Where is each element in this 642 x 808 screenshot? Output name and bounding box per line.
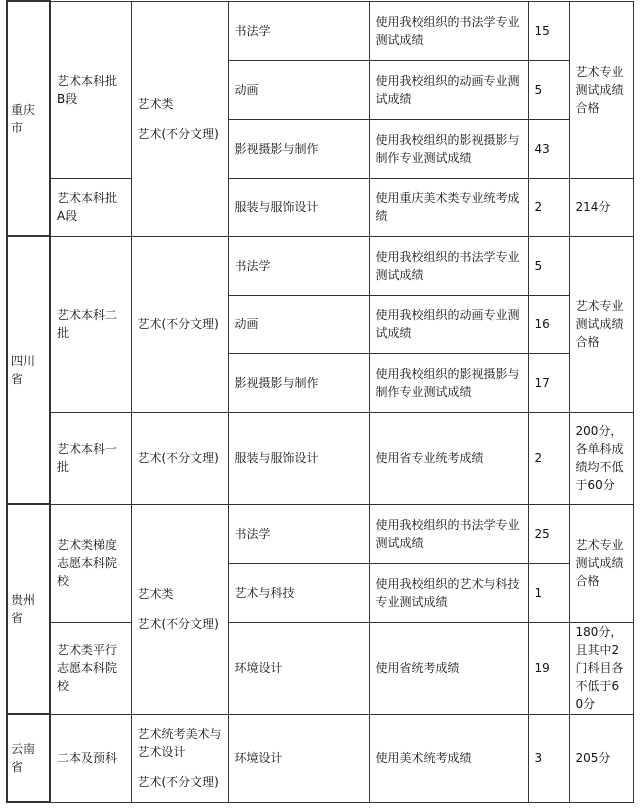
- province-cell: 贵州省: [7, 504, 50, 714]
- count-cell: 3: [528, 714, 569, 802]
- table-row: [7, 504, 633, 563]
- requirement-cell: 艺术专业测试成绩合格: [569, 1, 633, 178]
- batch-cell: 艺术本科批A段: [50, 178, 131, 236]
- count-cell: 5: [528, 236, 569, 295]
- count-cell: 15: [528, 1, 569, 60]
- category-cell: [131, 504, 228, 714]
- major-cell: 环境设计: [228, 714, 369, 802]
- province-cell: 四川省: [7, 236, 50, 504]
- batch-cell: 艺术类梯度志愿本科院校: [50, 504, 131, 622]
- major-cell: 服装与服饰设计: [228, 178, 369, 236]
- category-line: 艺术(不分文理): [137, 126, 219, 141]
- method-cell: 使用我校组织的影视摄影与制作专业测试成绩: [369, 353, 528, 412]
- category-cell: 艺术(不分文理): [131, 236, 228, 412]
- table-row: [7, 236, 633, 295]
- method-cell: 使用我校组织的影视摄影与制作专业测试成绩: [369, 119, 528, 178]
- major-cell: 影视摄影与制作: [228, 353, 369, 412]
- category-cell: [131, 714, 228, 802]
- count-cell: 17: [528, 353, 569, 412]
- table-row: [7, 622, 633, 714]
- requirement-cell: 200分，各单科成绩均不低于60分: [569, 412, 633, 504]
- category-line: 艺术统考美术与艺术设计: [137, 727, 222, 759]
- category-line: 艺术(不分文理): [137, 617, 219, 631]
- category-line: 艺术类: [137, 96, 174, 111]
- method-cell: 使用美术统考成绩: [369, 714, 528, 802]
- major-cell: 书法学: [228, 1, 369, 60]
- method-cell: 使用省专业统考成绩: [369, 412, 528, 504]
- table-row: [7, 178, 633, 236]
- category-line: 艺术类: [137, 587, 174, 601]
- count-cell: 2: [528, 178, 569, 236]
- major-cell: 动画: [228, 60, 369, 119]
- table-row: [7, 1, 633, 60]
- category-cell: [131, 1, 228, 236]
- requirement-cell: 205分: [569, 714, 633, 802]
- count-cell: 16: [528, 295, 569, 353]
- count-cell: 5: [528, 60, 569, 119]
- batch-cell: 二本及预科: [50, 714, 131, 802]
- method-cell: 使用我校组织的书法学专业测试成绩: [369, 504, 528, 563]
- major-cell: 动画: [228, 295, 369, 353]
- count-cell: 2: [528, 412, 569, 504]
- table-row: [7, 412, 633, 504]
- admission-table: [6, 0, 634, 803]
- method-cell: 使用我校组织的动画专业测试成绩: [369, 295, 528, 353]
- major-cell: 环境设计: [228, 622, 369, 714]
- batch-cell: 艺术类平行志愿本科院校: [50, 622, 131, 714]
- requirement-cell: 艺术专业测试成绩合格: [569, 236, 633, 412]
- count-cell: 1: [528, 563, 569, 622]
- major-cell: 艺术与科技: [228, 563, 369, 622]
- method-cell: 使用我校组织的动画专业测试成绩: [369, 60, 528, 119]
- requirement-cell: 214分: [569, 178, 633, 236]
- category-line: 艺术(不分文理): [137, 775, 219, 789]
- requirement-cell: 艺术专业测试成绩合格: [569, 504, 633, 622]
- batch-cell: 艺术本科一批: [50, 412, 131, 504]
- batch-cell: 艺术本科二批: [50, 236, 131, 412]
- table-row: [7, 714, 633, 802]
- province-cell: 重庆市: [7, 1, 50, 236]
- category-cell: 艺术(不分文理): [131, 412, 228, 504]
- method-cell: 使用我校组织的书法学专业测试成绩: [369, 1, 528, 60]
- requirement-cell: 180分，且其中2门科目各不低于60分: [569, 622, 633, 714]
- province-cell: 云南省: [7, 714, 50, 802]
- count-cell: 25: [528, 504, 569, 563]
- major-cell: 书法学: [228, 236, 369, 295]
- method-cell: 使用省统考成绩: [369, 622, 528, 714]
- major-cell: 影视摄影与制作: [228, 119, 369, 178]
- method-cell: 使用我校组织的艺术与科技专业测试成绩: [369, 563, 528, 622]
- major-cell: 书法学: [228, 504, 369, 563]
- method-cell: 使用重庆美术类专业统考成绩: [369, 178, 528, 236]
- count-cell: 19: [528, 622, 569, 714]
- major-cell: 服装与服饰设计: [228, 412, 369, 504]
- batch-cell: 艺术本科批B段: [50, 1, 131, 178]
- count-cell: 43: [528, 119, 569, 178]
- method-cell: 使用我校组织的书法学专业测试成绩: [369, 236, 528, 295]
